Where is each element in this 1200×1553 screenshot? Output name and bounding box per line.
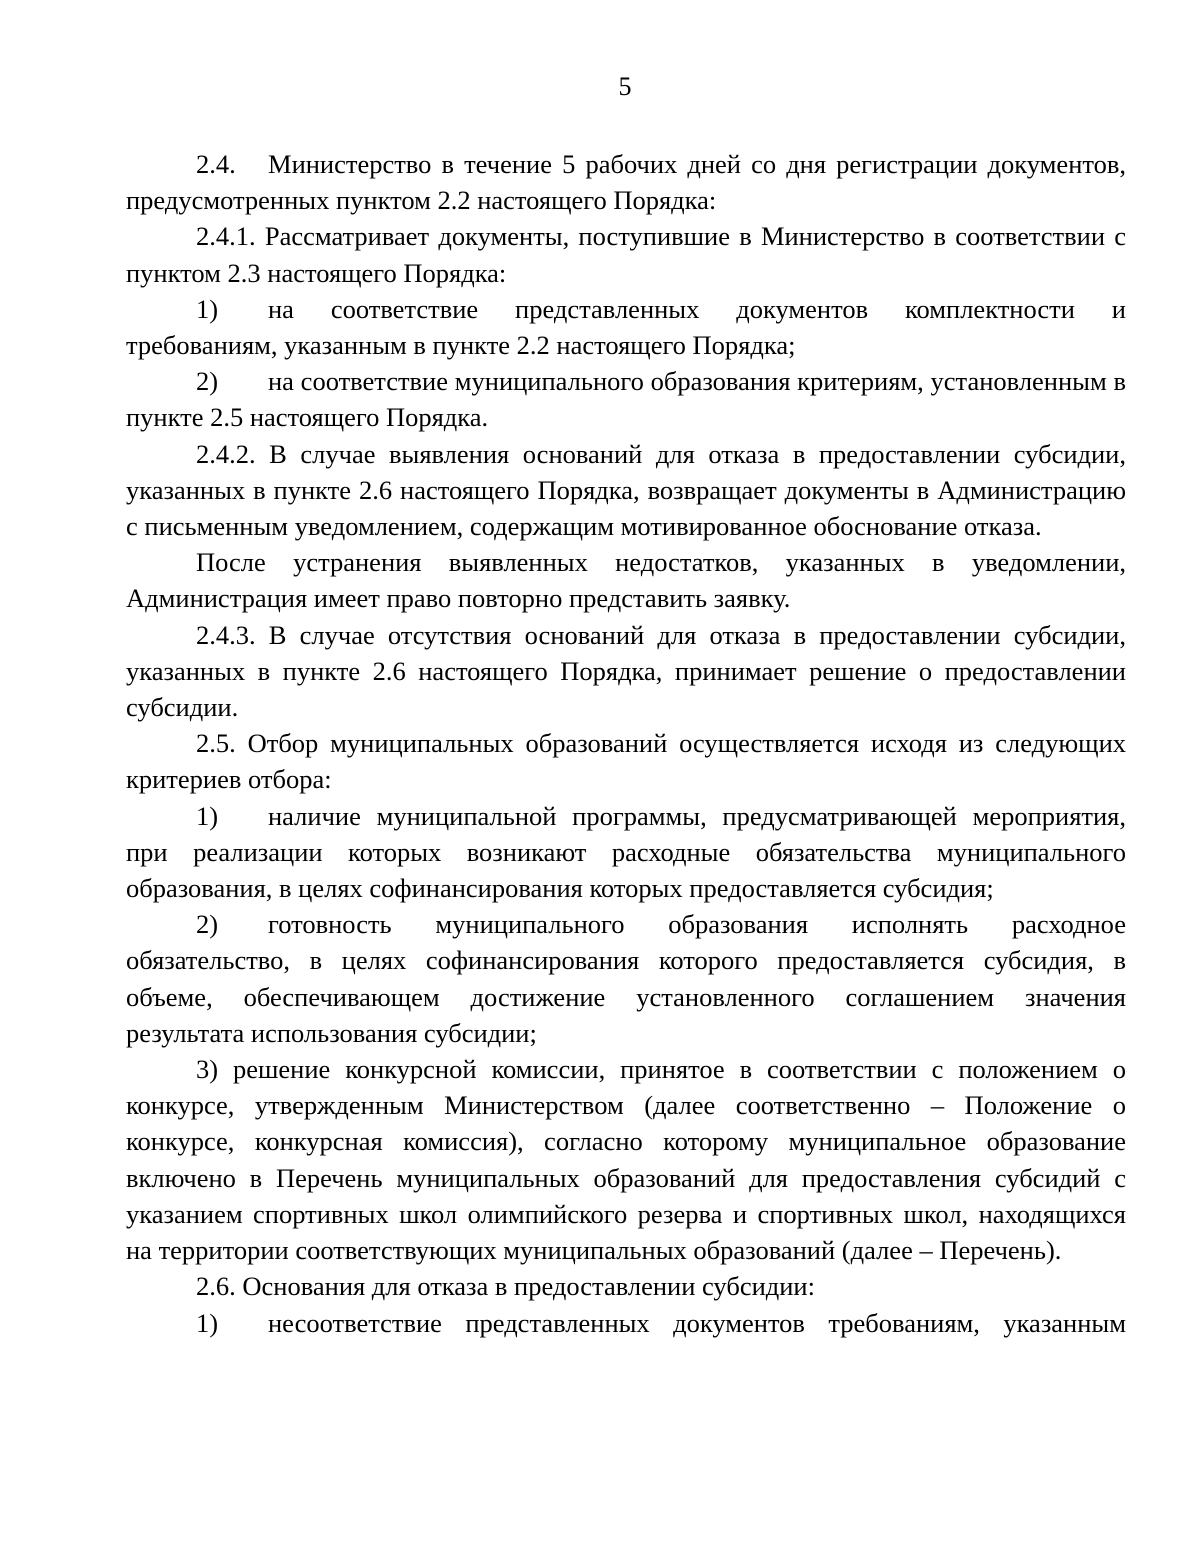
criteria-item-1	[126, 798, 1126, 907]
list-item-text: несоответствие представленных документов требованиям, указанным	[268, 1307, 1126, 1338]
criteria-item-2	[126, 906, 1126, 1051]
list-item-number: 1)	[196, 1307, 219, 1338]
paragraph-2-4-1	[126, 218, 1126, 290]
page-number: 5	[618, 72, 632, 101]
paragraph-text: 2.6. Основания для отказа в предоставлении субсидии:	[196, 1271, 815, 1302]
paragraph-after-elimination	[126, 544, 1126, 616]
paragraph-text: 2.4.3. В случае отсутствия оснований для отказа в предоставлении субсидии, указанных в пункте 2.6 настоящего Порядка, принимает решение о предоставлении субсидии.	[126, 619, 1126, 723]
paragraph-text: 2.4.1. Рассматривает документы, поступившие в Министерство в соответствии с пунктом 2.3 настоящего Порядка:	[126, 221, 1126, 288]
paragraph-2-4	[126, 146, 1126, 218]
list-item-text: наличие муниципальной программы, предусматривающей мероприятия, при реализации которых возникают расходные обязательства муниципального образования, в целях софинансирования которых предоставляется субсидия;	[126, 800, 1126, 904]
paragraph-2-6	[126, 1268, 1126, 1304]
list-item-1	[126, 291, 1126, 363]
document-body	[126, 146, 1126, 1341]
list-item-text: 3) решение конкурсной комиссии, принятое в соответствии с положением о конкурсе, утвержденным Министерством (далее соответственно – Положение о конкурсе, конкурсная комиссия), согласно которому муниципальное образование включено в Перечень муниципальных образований для предоставления субсидий с указанием спортивных школ олимпийского резерва и спортивных школ, находящихся на территории соответствующих муниципальных образований (далее – Перечень).	[126, 1054, 1126, 1266]
list-item-text: готовность муниципального образования исполнять расходное обязательство, в целях софинансирования которого предоставляется субсидия, в объеме, обеспечивающем достижение установленного соглашением значения результата использования субсидии;	[126, 909, 1126, 1048]
paragraph-2-5	[126, 725, 1126, 797]
list-item-number: 2)	[196, 909, 219, 940]
refusal-item-1	[126, 1305, 1126, 1341]
paragraph-text: 2.4.2. В случае выявления оснований для отказа в предоставлении субсидии, указанных в пункте 2.6 настоящего Порядка, возвращает документы в Администрацию с письменным уведомлением, содержащим мотивированное обоснование отказа.	[126, 438, 1126, 542]
criteria-item-3	[126, 1051, 1126, 1268]
paragraph-text: 2.5. Отбор муниципальных образований осуществляется исходя из следующих критериев отбора:	[126, 728, 1126, 795]
list-item-number: 1)	[196, 293, 219, 324]
paragraph-2-4-3	[126, 617, 1126, 726]
list-item-number: 2)	[196, 366, 219, 397]
list-item-number: 1)	[196, 800, 219, 831]
list-item-text: на соответствие представленных документов комплектности и требованиям, указанным в пункте 2.2 настоящего Порядка;	[126, 293, 1126, 361]
paragraph-number: 2.4.	[196, 149, 236, 179]
list-item-2	[126, 363, 1126, 435]
paragraph-text: После устранения выявленных недостатков, указанных в уведомлении, Администрация имеет право повторно представить заявку.	[126, 547, 1126, 614]
list-item-text: на соответствие муниципального образования критериям, установленным в пункте 2.5 настоящего Порядка.	[126, 366, 1126, 433]
paragraph-2-4-2	[126, 436, 1126, 545]
paragraph-text: Министерство в течение 5 рабочих дней со дня регистрации документов, предусмотренных пунктом 2.2 настоящего Порядка:	[126, 149, 1126, 216]
